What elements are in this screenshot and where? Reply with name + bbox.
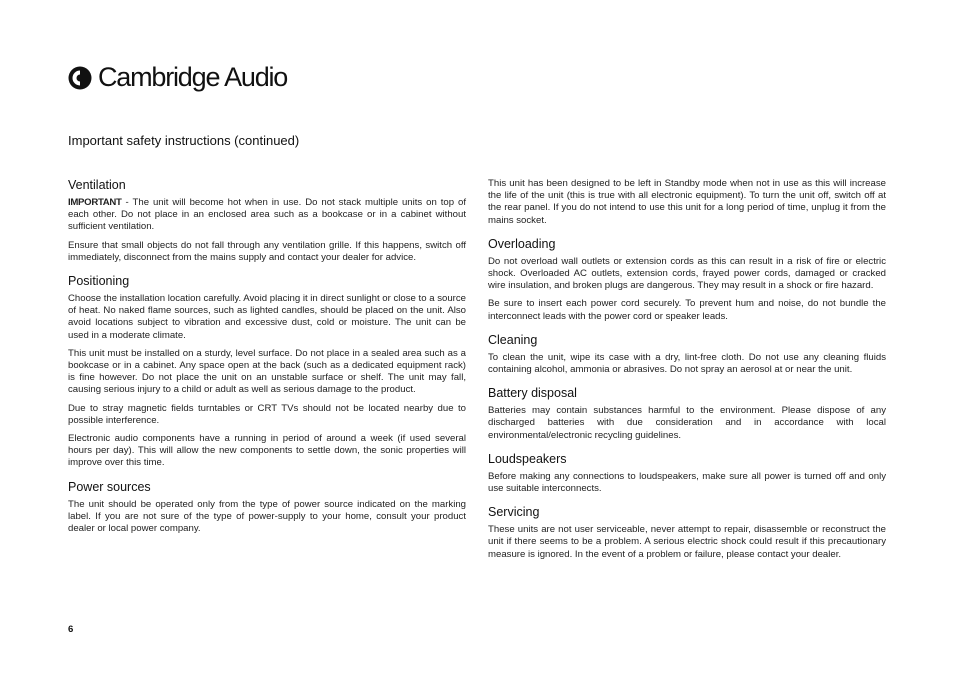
section-standby [488, 178, 886, 227]
section-loudspeakers [488, 452, 886, 495]
paragraph: Be sure to insert each power cord securely. To prevent hum and noise, do not bundle the interconnect leads with the power cord or speaker leads. [488, 298, 886, 322]
section-heading: Loudspeakers [488, 451, 567, 466]
paragraph: Choose the installation location carefully. Avoid placing it in direct sunlight or close to a source of heat. No naked flame sources, such as lighted candles, should be placed on the unit. Also avoid locations subject to vibration and excessive dust, cold or moisture. The unit can be used in a moderate climate. [68, 293, 467, 341]
paragraph: The unit should be operated only from the type of power source indicated on the marking label. If you are not sure of the type of power-supply to your home, consult your product dealer or local power company. [68, 498, 466, 535]
page-number: 6 [68, 624, 74, 635]
section-cleaning [488, 333, 886, 376]
section-positioning [68, 274, 466, 470]
paragraph: This unit has been designed to be left in Standby mode when not in use as this will increase the life of the unit (this is true with all electronic equipment). To turn the unit off, switch off at the rear panel. If you do not intend to use this unit for a long period of time, unplug it from the mains socket. [488, 178, 886, 226]
important-label: IMPORTANT [68, 197, 122, 208]
section-heading: Overloading [488, 236, 556, 251]
page-title: Important safety instructions (continued) [68, 133, 300, 148]
section-heading: Ventilation [68, 178, 126, 192]
left-column [68, 178, 466, 545]
section-overloading [488, 237, 886, 323]
paragraph: Batteries may contain substances harmful to the environment. Please dispose of any discharged batteries with due consideration and in accordance with local environmental/electronic recycling guidelines. [488, 405, 886, 441]
paragraph: This unit must be installed on a sturdy, level surface. Do not place in a sealed area such as a bookcase or in a cabinet. Any space open at the back (such as a dedicated equipment rack) is fine however. Do not place the unit on an unstable surface or shelf. The unit may fall, causing serious injury to a child or adult as well as serious damage to the product. [68, 347, 466, 396]
paragraph: To clean the unit, wipe its case with a dry, lint-free cloth. Do not use any cleaning fluids containing alcohol, ammonia or abrasives. Do not spray an aerosol at or near the unit. [488, 351, 886, 376]
paragraph: Before making any connections to loudspeakers, make sure all power is turned off and only use suitable interconnects. [488, 470, 886, 495]
paragraph: Do not overload wall outlets or extension cords as this can result in a risk of fire or electric shock. Overloaded AC outlets, extension cords, frayed power cords, damaged or cracked wire insulation, and broken plugs are dangerous. They may result in a shock or fire hazard. [488, 255, 886, 292]
section-servicing [488, 505, 886, 561]
section-heading: Positioning [68, 274, 130, 289]
brand-logo [68, 64, 287, 91]
section-heading: Cleaning [488, 332, 538, 347]
section-heading: Battery disposal [488, 386, 577, 401]
paragraph-text: - The unit will become hot when in use. Do not stack multiple units on top of each other. Do not place in an enclosed area such as a bookcase or in a cabinet without sufficient ventilation. [68, 197, 466, 233]
section-heading: Servicing [488, 505, 540, 520]
brand-name: Cambridge Audio [98, 62, 288, 92]
paragraph: These units are not user serviceable, never attempt to repair, disassemble or reconstruct the unit if there seems to be a problem. A serious electric shock could result if this precautionary measure is ignored. In the event of a problem or failure, please contact your dealer. [488, 524, 886, 560]
section-power-sources [68, 480, 466, 536]
section-ventilation [68, 178, 466, 264]
section-battery-disposal [488, 386, 886, 442]
cambridge-audio-logo-icon [68, 66, 92, 90]
right-column [488, 178, 886, 571]
paragraph: Electronic audio components have a running in period of around a week (if used several hours per day). This will allow the new components to settle down, the sonic properties will improve over this time. [68, 433, 466, 469]
section-heading: Power sources [68, 479, 151, 494]
paragraph: Ensure that small objects do not fall through any ventilation grille. If this happens, switch off immediately, disconnect from the mains supply and contact your dealer for advice. [68, 239, 466, 263]
paragraph [68, 197, 466, 234]
paragraph: Due to stray magnetic fields turntables or CRT TVs should not be located nearby due to possible interference. [68, 402, 466, 426]
